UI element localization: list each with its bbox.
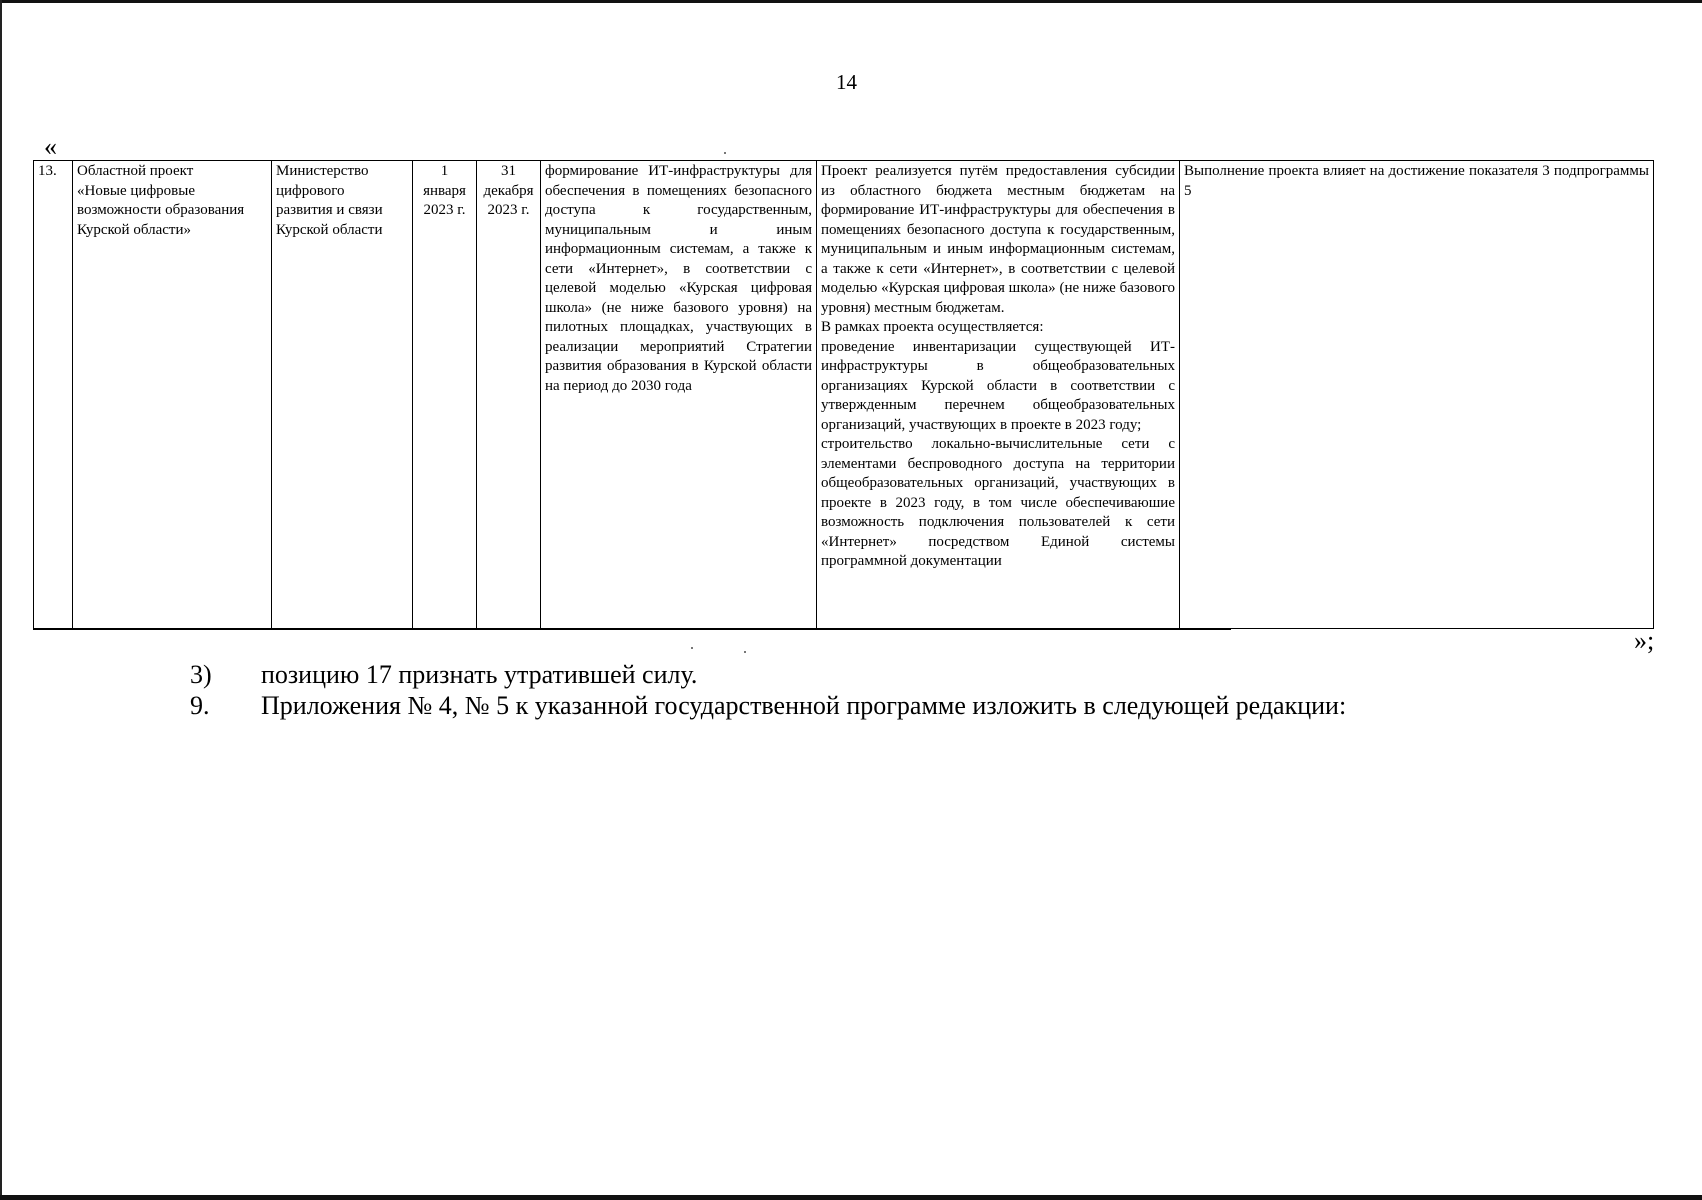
content-paragraph: Проект реализуется путём предоставления субсидии из областного бюджета местным бюджетам на формирование ИТ-инфраструктуры для обеспечения в помещениях безопасного доступа к государственным, муниципальным и иным информационным системам, а также к сети «Интернет», в соответствии с целевой моделью «Курская цифровая школа» (не ниже базового уровня) местным бюджетам.	[821, 163, 1175, 316]
scan-edge-top	[0, 0, 1702, 3]
closing-quote-mark: »;	[1634, 626, 1655, 655]
end-date-day: 31	[501, 163, 516, 179]
paragraph-marker: 3)	[190, 660, 212, 689]
project-name-line: Областной проект	[77, 163, 194, 179]
scan-speck	[724, 152, 726, 154]
expected-result-text: формирование ИТ-инфраструктуры для обеспечения в помещениях безопасного доступа к государственным, муниципальным и иным информационным системам, а также к сети «Интернет», в соответствии с целевой моделью «Курская цифровая школа» (не ниже базового уровня) на пилотных площадках, участвующих в реализации мероприятий Стратегии развития образования в Курской области на период до 2030 года	[545, 163, 812, 394]
project-name-line: Курской области»	[77, 221, 191, 238]
scan-speck	[691, 647, 693, 649]
end-date-year: 2023 г.	[487, 202, 530, 218]
opening-quote-mark: «	[44, 132, 57, 161]
project-content-cell	[817, 161, 1180, 629]
project-name-line: «Новые цифровые	[77, 182, 195, 199]
page-number: 14	[836, 70, 857, 94]
end-date-month: декабря	[483, 182, 534, 199]
table-row	[34, 161, 1654, 629]
indicator-link-text: Выполнение проекта влияет на достижение показателя 3 подпрограммы 5	[1184, 163, 1649, 199]
project-table	[33, 160, 1654, 629]
project-name-cell	[73, 161, 272, 629]
executor-line: Курской области	[276, 221, 383, 238]
executor-line: Министерство	[276, 163, 369, 179]
indicator-link-cell	[1180, 161, 1654, 629]
scan-edge-left	[0, 0, 2, 1200]
executor-cell	[272, 161, 413, 629]
row-number-cell	[34, 161, 73, 629]
content-paragraph: проведение инвентаризации существующей ИТ-инфраструктуры в общеобразовательных организациях Курской области в соответствии с утвержденным перечнем общеобразовательных организаций, участвующих в проекте в 2023 году;	[821, 338, 1175, 433]
start-date-cell	[413, 161, 477, 629]
start-date-month: января	[423, 182, 466, 199]
paragraph-item-3	[190, 660, 697, 690]
row-number: 13.	[38, 163, 57, 179]
content-paragraph: строительство локально-вычислительные сети с элементами беспроводного доступа на территории общеобразовательных организаций, участвующих в проекте в 2023 году, в том числе обеспечиваюшие возможность подключения пользователей к сети «Интернет» посредством Единой системы программной документации	[821, 436, 1175, 569]
executor-line: развития и связи	[276, 202, 383, 218]
scan-edge-bottom	[0, 1195, 1702, 1200]
paragraph-item-9	[190, 691, 1346, 721]
content-paragraph: В рамках проекта осуществляется:	[821, 319, 1044, 335]
table-bottom-rule	[33, 629, 1231, 630]
scan-speck	[744, 651, 746, 653]
executor-line: цифрового	[276, 182, 345, 199]
project-table-grid	[33, 160, 1654, 629]
paragraph-marker: 9.	[190, 691, 210, 720]
paragraph-text: позицию 17 признать утратившей силу.	[261, 660, 698, 689]
start-date-day: 1	[440, 163, 449, 179]
start-date-year: 2023 г.	[423, 202, 466, 218]
end-date-cell	[477, 161, 541, 629]
project-name-line: возможности образования	[77, 202, 245, 218]
expected-result-cell	[541, 161, 817, 629]
paragraph-text: Приложения № 4, № 5 к указанной государственной программе изложить в следующей редакции:	[261, 691, 1347, 720]
